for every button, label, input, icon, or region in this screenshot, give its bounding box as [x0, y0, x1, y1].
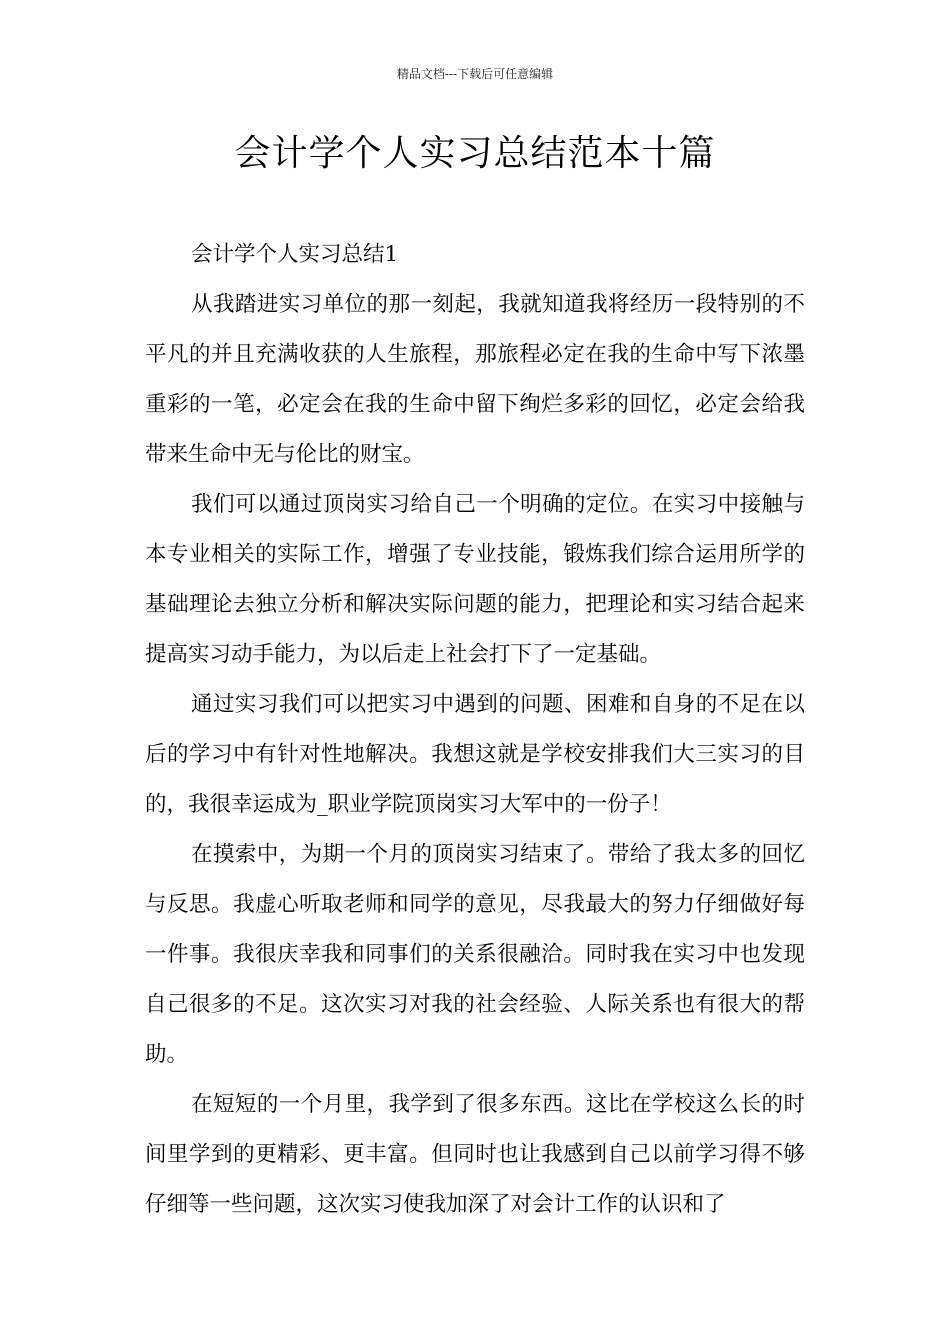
paragraph-1: 从我踏进实习单位的那一刻起，我就知道我将经历一段特别的不平凡的并且充满收获的人生旅程，那旅程必定在我的生命中写下浓墨重彩的一笔，必定会在我的生命中留下绚烂多彩的回忆，必定会给我带来生命中无与伦比的财宝。 — [145, 292, 805, 467]
section-heading: 会计学个人实习总结1 — [191, 242, 399, 267]
header-note: 精品文档---下载后可任意编辑 — [396, 67, 554, 81]
paragraph-3: 通过实习我们可以把实习中遇到的问题、困难和自身的不足在以后的学习中有针对性地解决。我想这就是学校安排我们大三实习的目的，我很幸运成为_职业学院顶岗实习大军中的一份子！ — [145, 692, 805, 817]
paragraph-5: 在短短的一个月里，我学到了很多东西。这比在学校这么长的时间里学到的更精彩、更丰富。但同时也让我感到自己以前学习得不够仔细等一些问题，这次实习使我加深了对会计工作的认识和了 — [145, 1092, 805, 1217]
document-title: 会计学个人实习总结范本十篇 — [234, 133, 716, 174]
document-body — [145, 230, 805, 1230]
paragraph-4: 在摸索中，为期一个月的顶岗实习结束了。带给了我太多的回忆与反思。我虚心听取老师和同学的意见，尽我最大的努力仔细做好每一件事。我很庆幸我和同事们的关系很融洽。同时我在实习中也发现自己很多的不足。这次实习对我的社会经验、人际关系也有很大的帮助。 — [145, 842, 805, 1067]
paragraph-2: 我们可以通过顶岗实习给自己一个明确的定位。在实习中接触与本专业相关的实际工作，增强了专业技能，锻炼我们综合运用所学的基础理论去独立分析和解决实际问题的能力，把理论和实习结合起来提高实习动手能力，为以后走上社会打下了一定基础。 — [145, 492, 805, 667]
